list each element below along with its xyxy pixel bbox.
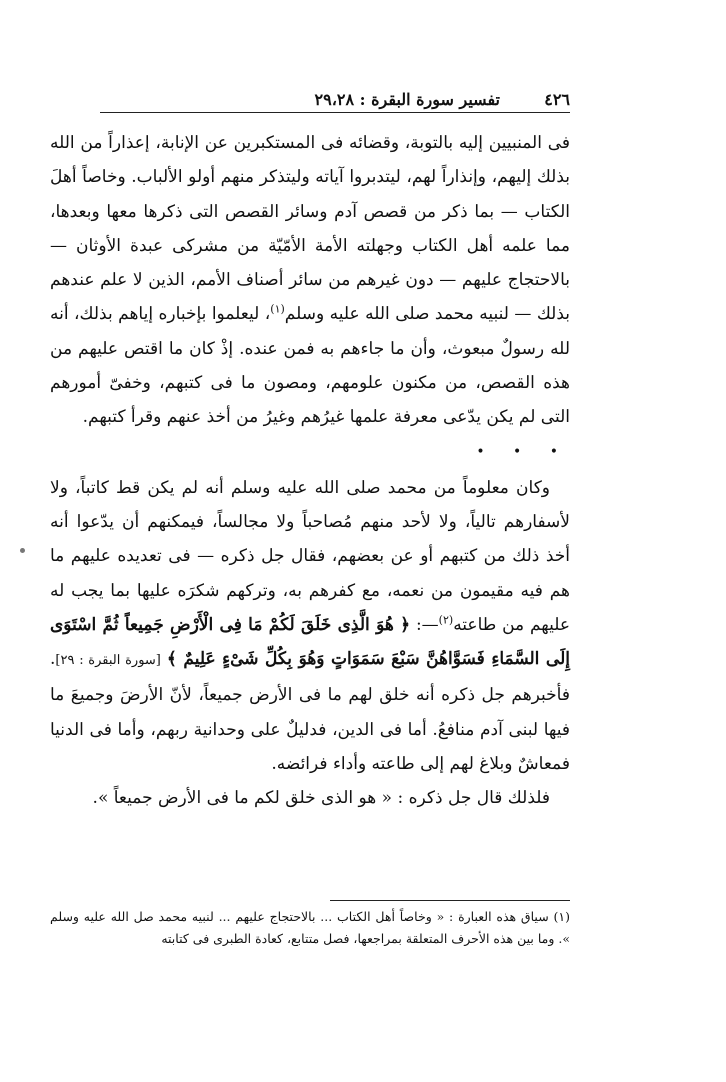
- running-title: تفسير سورة البقرة : ٢٩،٢٨: [314, 90, 500, 109]
- paragraph-2: وكان معلوماً من محمد صلى الله عليه وسلم أنه لم يكن قط كاتباً، ولا لأسفارهم تالياً، ولا لأحد منهم مُصاحباً ولا مجالساً، فيمكنهم أن يدّعوا أنه أخذ ذلك من كتبهم أو عن بعضهم، فقال جل ذكره — فى تعديده عليهم ما هم فيه مقيمون من نعمه، مع كفرهم به، وتركهم شكرَه عليها بما يجب له عليهم من طاعته$^{(٢)}$—: ﴿ هُوَ الَّذِى خَلَقَ لَكُمْ مَا فِى الْأَرْضِ جَمِيعاً ثُمَّ اسْتَوَى إِلَى السَّمَاءِ فَسَوَّاهُنَّ سَبْعَ سَمَوَاتٍ وَهُوَ بِكُلِّ شَىْءٍ عَلِيمٌ ﴾ [سورة البقرة : ٢٩]. فأخبرهم جل ذكره أنه خلق لهم ما فى الأرض جميعاً، لأنّ الأرضَ وجميعَ ما فيها لبنى آدم منافعُ. أما فى الدين، فدليلٌ على وحدانية ربهم، وأما فى الدنيا فمعاشٌ وبلاغ لهم إلى طاعته وأداء فرائضه.: [50, 477, 571, 775]
- margin-speck: [20, 548, 25, 553]
- footnote-rule: [330, 900, 570, 901]
- running-header: [100, 88, 570, 118]
- footnote: (١) سياق هذه العبارة : « وخاصاً أهل الكتاب ... بالاحتجاج عليهم ... لنبيه محمد صل الله عليه وسلم ». وما بين هذه الأحرف المتعلقة بمراجعها، فصل متتابع، كعادة الطبرى فى كتابته: [50, 909, 570, 946]
- main-text: [50, 126, 570, 816]
- paragraph-3: فلذلك قال جل ذكره : « هو الذى خلق لكم ما فى الأرض جميعاً ».: [92, 788, 550, 809]
- quran-verse: ﴿ هُوَ الَّذِى خَلَقَ لَكُمْ مَا فِى الْأَرْضِ جَمِيعاً ثُمَّ اسْتَوَى إِلَى السَّمَاءِ فَسَوَّاهُنَّ سَبْعَ سَمَوَاتٍ وَهُوَ بِكُلِّ شَىْءٍ عَلِيمٌ ﴾: [50, 614, 570, 670]
- header-rule: [100, 112, 570, 113]
- section-separator: • • •: [476, 443, 570, 460]
- page-number: ٤٢٦: [544, 90, 570, 109]
- paragraph-1: فى المنبيين إليه بالتوبة، وقضائه فى المستكبرين عن الإنابة، إعذاراً من الله بذلك إليهم، وإنذاراً لهم، ليتدبروا آياته وليتذكر منهم أولو الألباب. وخاصاً أهلَ الكتاب — بما ذكر من قصص آدم وسائر القصص التى ذكرها معها وبعدها، مما علمه أهل الكتاب وجهلته الأمة الأمّيّة من مشركى عبدة الأوثان — بالاحتجاج عليهم — دون غيرهم من سائر أصناف الأمم، الذين لا علم عندهم بذلك — لنبيه محمد صلى الله عليه وسلم$^{(١)}$، ليعلموا بإخباره إياهم بذلك، أنه لله رسولٌ مبعوث، وأن ما جاءهم به فمن عنده. إذْ كان ما اقتص عليهم من هذه القصص، من مكنون علومهم، ومصون ما فى كتبهم، وخفىّ أمورهم التى لم يكن يدّعى معرفة علمها غيرُهم وغيرُ من أخذ عنهم وقرأ كتبهم.: [50, 133, 570, 428]
- footnote-marker-2: (٢): [438, 613, 454, 627]
- footnote-marker-1: (١): [270, 302, 285, 316]
- verse-reference: [سورة البقرة : ٢٩]: [55, 653, 161, 669]
